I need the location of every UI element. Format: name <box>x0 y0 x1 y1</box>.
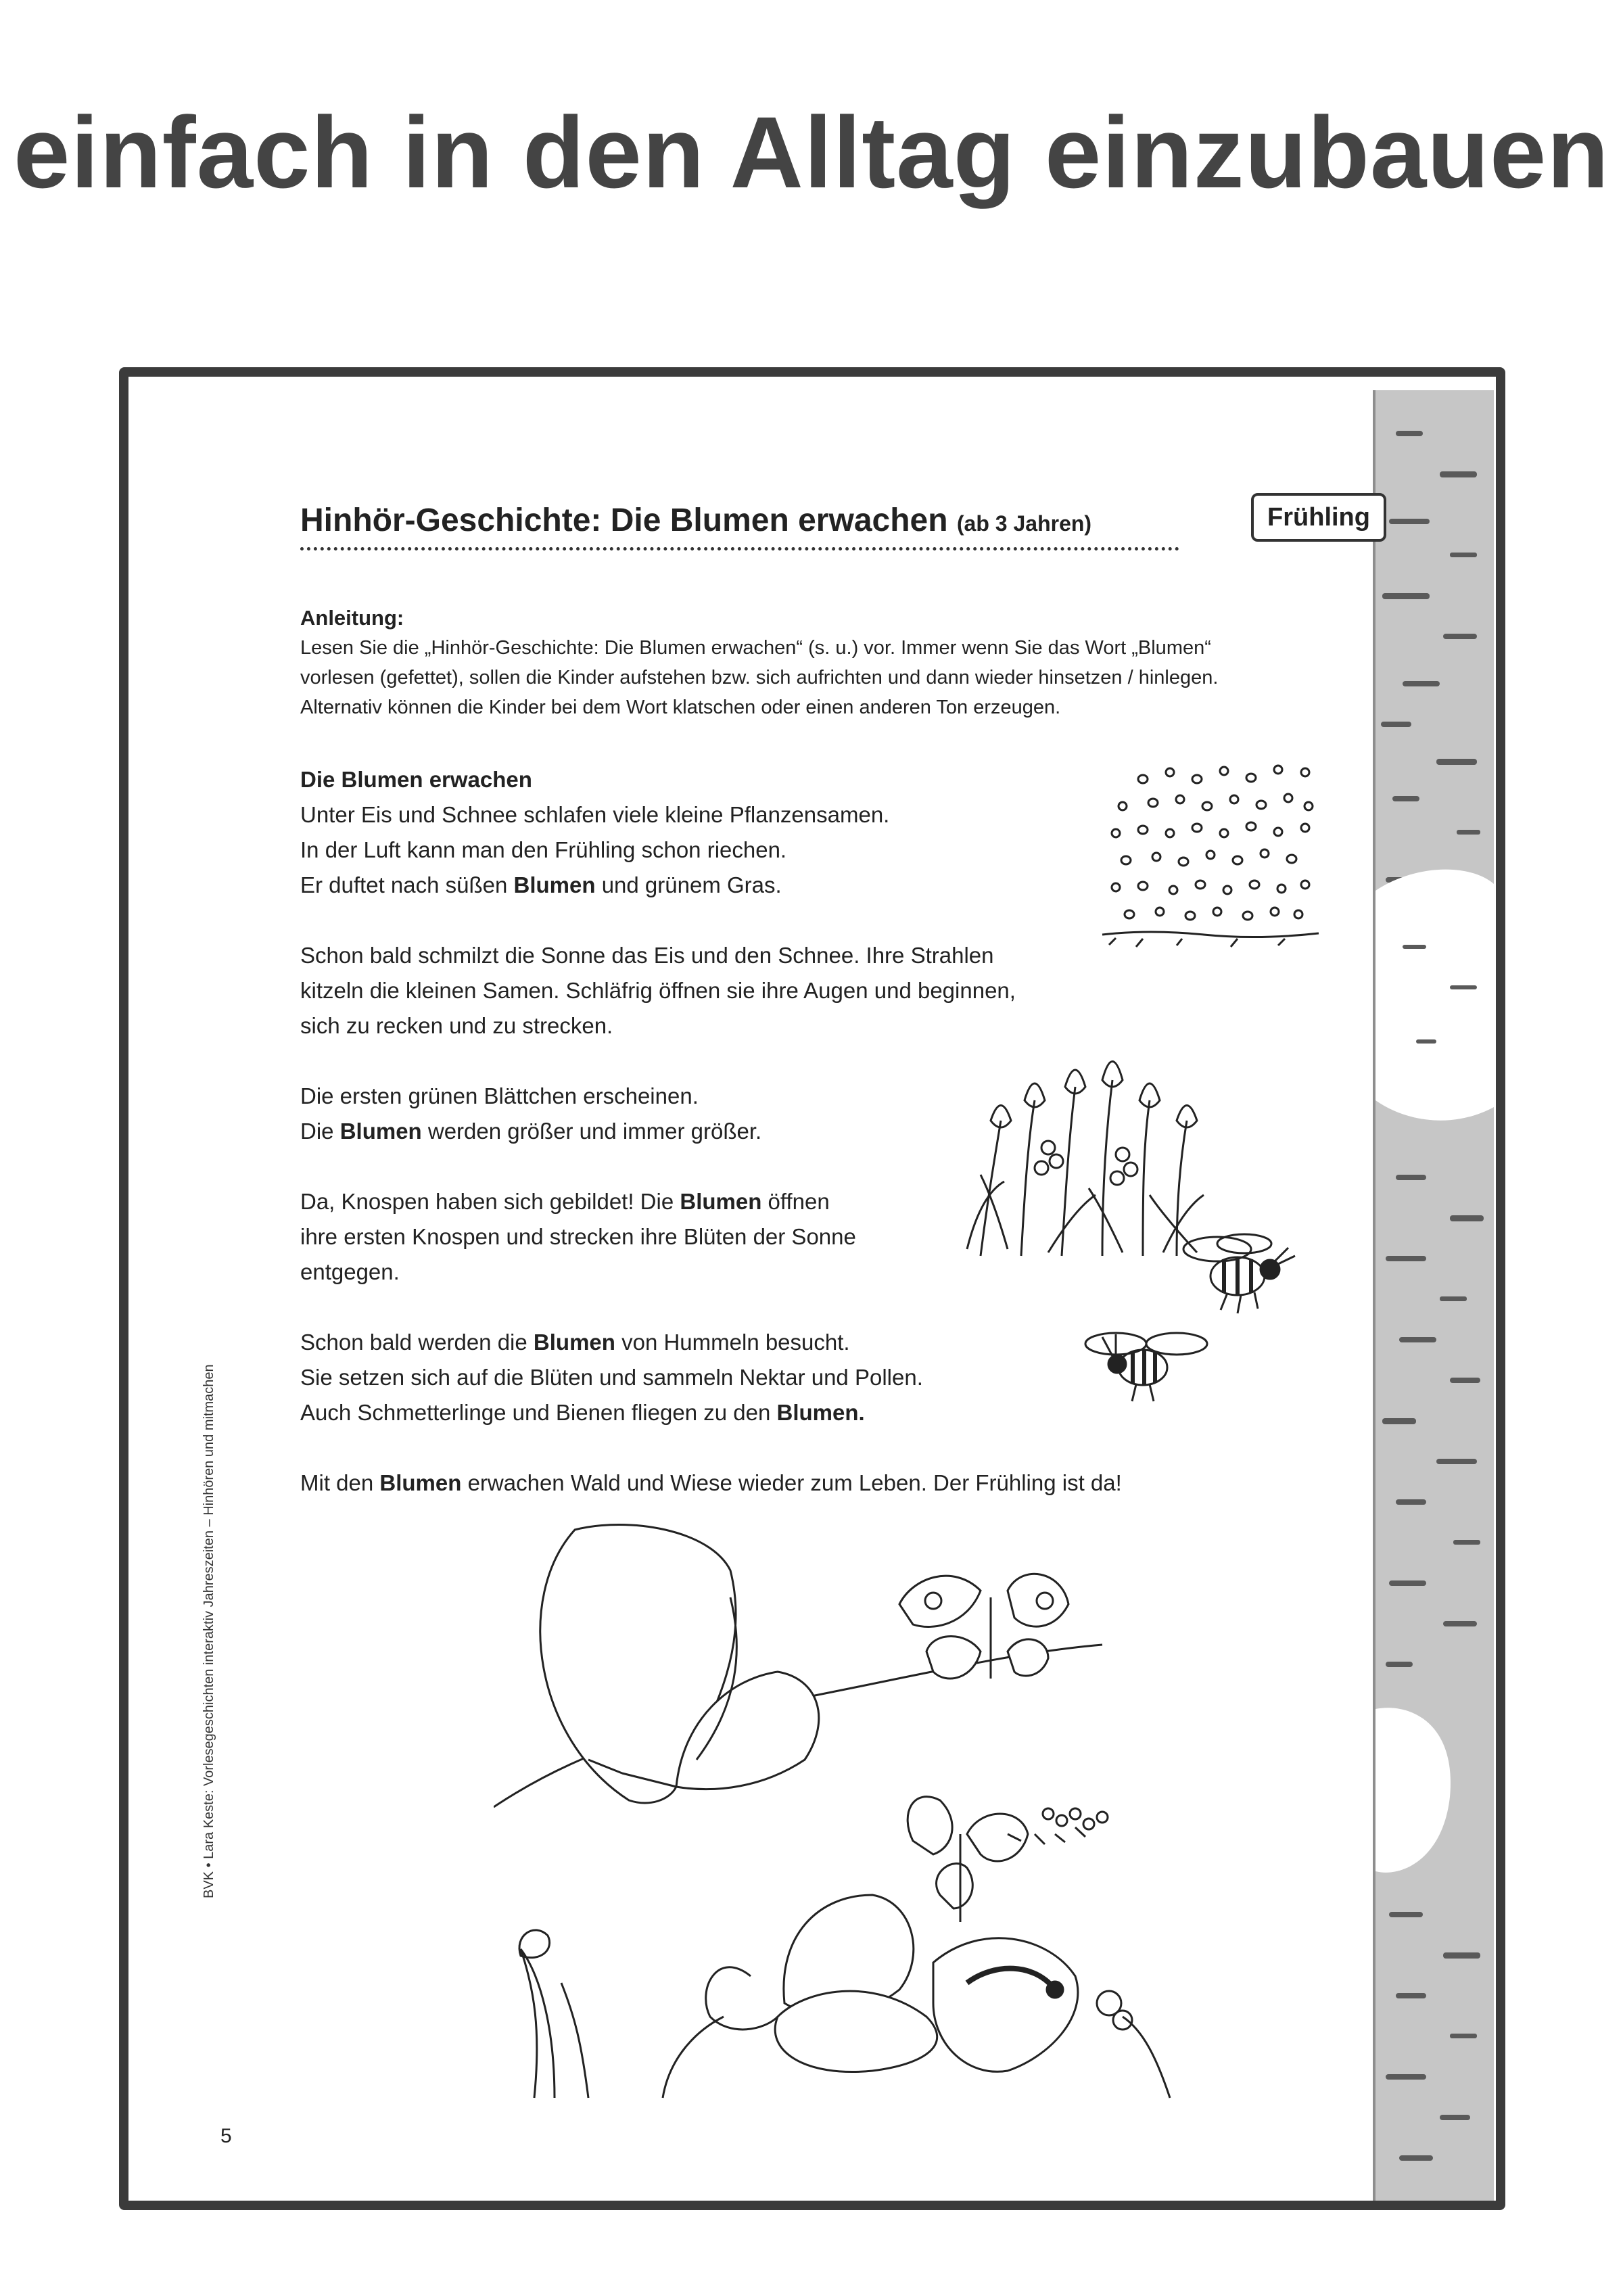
story-line: Schon bald werden die <box>300 1330 534 1355</box>
story-paragraph <box>300 1466 1382 1501</box>
story-title: Die Blumen erwachen <box>300 767 532 792</box>
keyword-blumen: Blumen. <box>776 1400 865 1425</box>
keyword-blumen: Blumen <box>680 1189 762 1214</box>
story-line: von Hummeln besucht. <box>615 1330 850 1355</box>
keyword-blumen: Blumen <box>533 1330 615 1355</box>
instructions <box>300 603 1355 722</box>
story-line: öffnen <box>761 1189 830 1214</box>
story-line: Da, Knospen haben sich gebildet! Die <box>300 1189 680 1214</box>
keyword-blumen: Blumen <box>513 872 596 897</box>
keyword-blumen: Blumen <box>339 1119 422 1144</box>
story-paragraph <box>300 1325 1382 1430</box>
birch-bark-strip <box>1373 390 1494 2209</box>
page-number: 5 <box>220 2125 232 2147</box>
story-line: Auch Schmetterlinge und Bienen fliegen zu den <box>300 1400 777 1425</box>
title-text: Hinhör-Geschichte: Die Blumen erwachen <box>300 502 948 538</box>
story-line: Er duftet nach süßen <box>300 872 514 897</box>
age-note: (ab 3 Jahren) <box>956 511 1092 536</box>
page-frame <box>119 367 1505 2210</box>
season-badge: Frühling <box>1251 493 1386 542</box>
story-line: kitzeln die kleinen Samen. Schläfrig öffnen sie ihre Augen und beginnen, <box>300 978 1016 1003</box>
story-line: sich zu recken und zu strecken. <box>300 1013 613 1038</box>
instructions-label: Anleitung: <box>300 606 404 630</box>
story-line: erwachen Wald und Wiese wieder zum Leben. Der Frühling ist da! <box>461 1470 1122 1495</box>
story-line: Mit den <box>300 1470 380 1495</box>
keyword-blumen: Blumen <box>379 1470 462 1495</box>
instructions-line: Lesen Sie die „Hinhör-Geschichte: Die Blumen erwachen“ (s. u.) vor. Immer wenn Sie das Wort „Blumen“ <box>300 637 1211 659</box>
story-line: werden größer und immer größer. <box>421 1119 762 1144</box>
story-line: Die <box>300 1119 340 1144</box>
story-line: ihre ersten Knospen und strecken ihre Blüten der Sonne <box>300 1224 856 1249</box>
story-line: entgegen. <box>300 1259 400 1284</box>
bumblebee-illustration <box>1170 1222 1305 1323</box>
bee-illustration <box>1075 1310 1217 1411</box>
bark-texture <box>1375 390 1494 2209</box>
story-line: Schon bald schmilzt die Sonne das Eis und den Schnee. Ihre Strahlen <box>300 943 994 968</box>
sidebar-credit: BVK • Lara Keste: Vorlesegeschichten interaktiv Jahreszeiten – Hinhören und mitmachen <box>202 1364 216 1898</box>
seeds-illustration <box>1096 752 1325 958</box>
story-line: Die ersten grünen Blättchen erscheinen. <box>300 1083 699 1108</box>
title-dotted-underline <box>300 547 1179 550</box>
story-line: Unter Eis und Schnee schlafen viele kleine Pflanzensamen. <box>300 802 890 827</box>
story-line: Sie setzen sich auf die Blüten und sammeln Nektar und Pollen. <box>300 1365 923 1390</box>
butterfly-meadow-illustration <box>494 1516 1238 2105</box>
page-title <box>300 502 1091 539</box>
instructions-line: Alternativ können die Kinder bei dem Wort klatschen oder einen anderen Ton erzeugen. <box>300 697 1061 718</box>
story-line: und grünem Gras. <box>595 872 782 897</box>
story-line: In der Luft kann man den Frühling schon riechen. <box>300 837 787 862</box>
instructions-line: vorlesen (gefettet), sollen die Kinder aufstehen bzw. sich aufrichten und dann wieder hinsetzen / hinlegen. <box>300 667 1219 688</box>
headline: einfach in den Alltag einzubauen <box>13 95 1609 209</box>
